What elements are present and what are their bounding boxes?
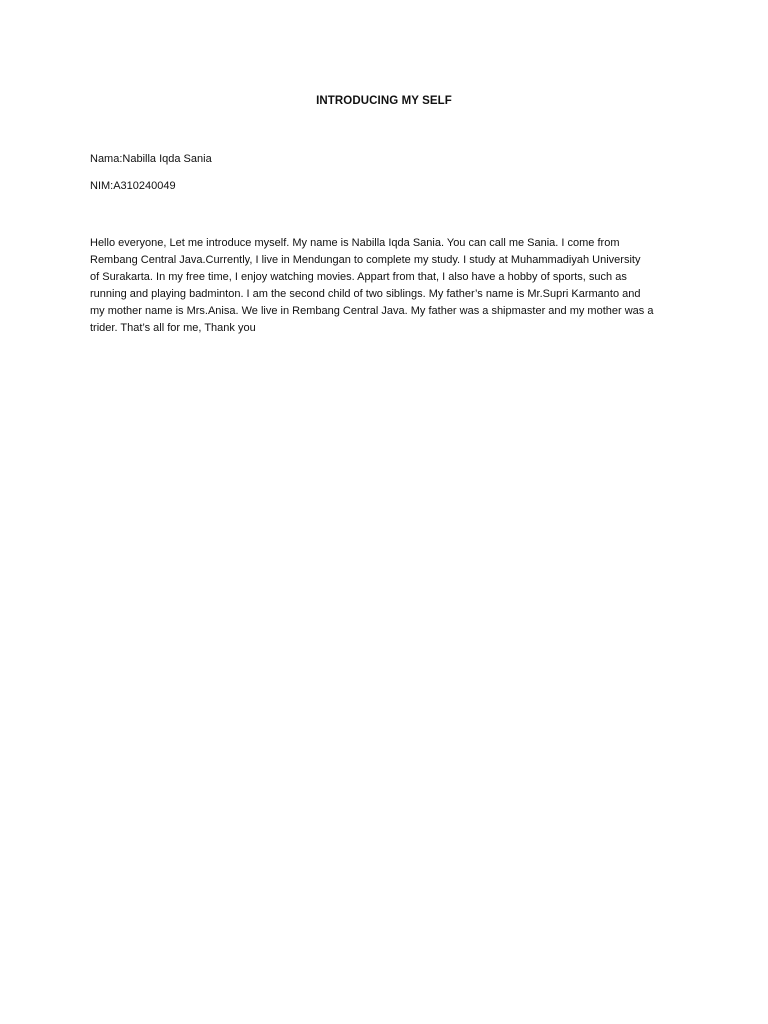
paragraph-line: running and playing badminton. I am the second child of two siblings. My father’s name is Mr.Supri Karmanto and — [90, 288, 641, 300]
paragraph-line: of Surakarta. In my free time, I enjoy watching movies. Appart from that, I also have a hobby of sports, such as — [90, 271, 627, 283]
nim-line: NIM:A310240049 — [90, 180, 176, 192]
paragraph-line: Hello everyone, Let me introduce myself. My name is Nabilla Iqda Sania. You can call me Sania. I come from — [90, 237, 620, 249]
paragraph-line: my mother name is Mrs.Anisa. We live in Rembang Central Java. My father was a shipmaster and my mother was a — [90, 305, 654, 317]
name-line: Nama:Nabilla Iqda Sania — [90, 153, 212, 165]
introduction-paragraph — [90, 235, 686, 337]
document-title: INTRODUCING MY SELF — [316, 95, 452, 107]
paragraph-line: trider. That’s all for me, Thank you — [90, 322, 256, 334]
paragraph-line: Rembang Central Java.Currently, I live in Mendungan to complete my study. I study at Muhammadiyah University — [90, 254, 641, 266]
